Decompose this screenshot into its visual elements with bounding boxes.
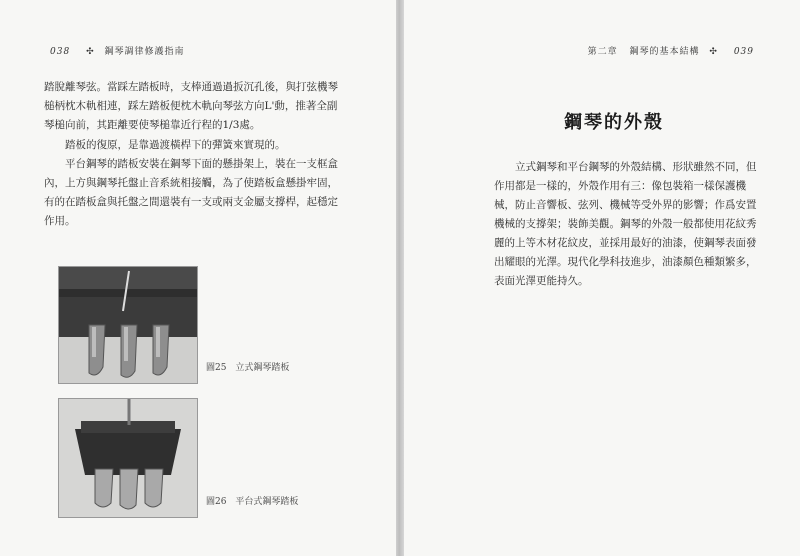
figure-26-text: 平台式鋼琴踏板: [235, 497, 299, 507]
right-page: [404, 0, 800, 556]
ornament-icon: ✣: [86, 47, 95, 57]
figure-26-number: 圖26: [206, 497, 227, 507]
body-paragraph-3: 平台鋼琴的踏板安裝在鋼琴下面的懸掛架上，裝在一支框盒內，上方與鋼琴托盤止音系統相接觸，為了使踏板盒懸掛牢固，有的在踏板盒與托盤之間還裝有一支或兩支金屬支撐桿，起穩定作用。: [44, 158, 338, 227]
section-paragraph: 立式鋼琴和平台鋼琴的外殼結構、形狀雖然不同，但作用都是一樣的，外殼作用有三：像包裝箱一樣保護機械，防止音響板、弦列、機械等受外界的影響；作爲安置機械的支撐架；裝飾美觀。鋼琴的外殼一般都使用花紋秀麗的上等木材花紋皮，並採用最好的油漆，使鋼琴表面發出耀眼的光澤。現代化學科技進步，油漆顏色種類繁多，表面光澤更能持久。: [494, 161, 757, 287]
ornament-icon: ✣: [709, 47, 718, 57]
figure-25-caption: [206, 360, 289, 373]
book-title: 鋼琴調律修護指南: [104, 47, 185, 57]
section-title: 鋼琴的外殼: [564, 112, 664, 133]
left-page-number: 038: [50, 47, 71, 57]
left-running-head: [44, 44, 185, 57]
figure-25-number: 圖25: [206, 363, 227, 373]
right-page-number: 039: [733, 47, 754, 57]
upright-piano-pedals-photo: [58, 266, 198, 384]
grand-piano-pedals-photo: [58, 398, 198, 518]
left-page: [0, 0, 396, 556]
book-gutter: [396, 0, 404, 556]
chapter-label: 第二章: [587, 47, 618, 57]
body-paragraph-2: 踏板的復原，是靠過渡橫桿下的彈簧來實現的。: [65, 139, 286, 151]
chapter-name: 鋼琴的基本結構: [629, 47, 700, 57]
right-running-head: [588, 44, 760, 57]
figure-25-text: 立式鋼琴踏板: [235, 363, 290, 373]
figure-26-caption: [206, 494, 298, 507]
body-paragraph-1: 踏脫離琴弦。當踩左踏板時，支棒通過過扳沉孔後，與打弦機琴槌柄枕木軌相連，踩左踏板便枕木軌向琴弦方向L'動，推著全副琴槌向前，其距離要使琴槌靠近行程的1/3處。: [44, 81, 338, 131]
